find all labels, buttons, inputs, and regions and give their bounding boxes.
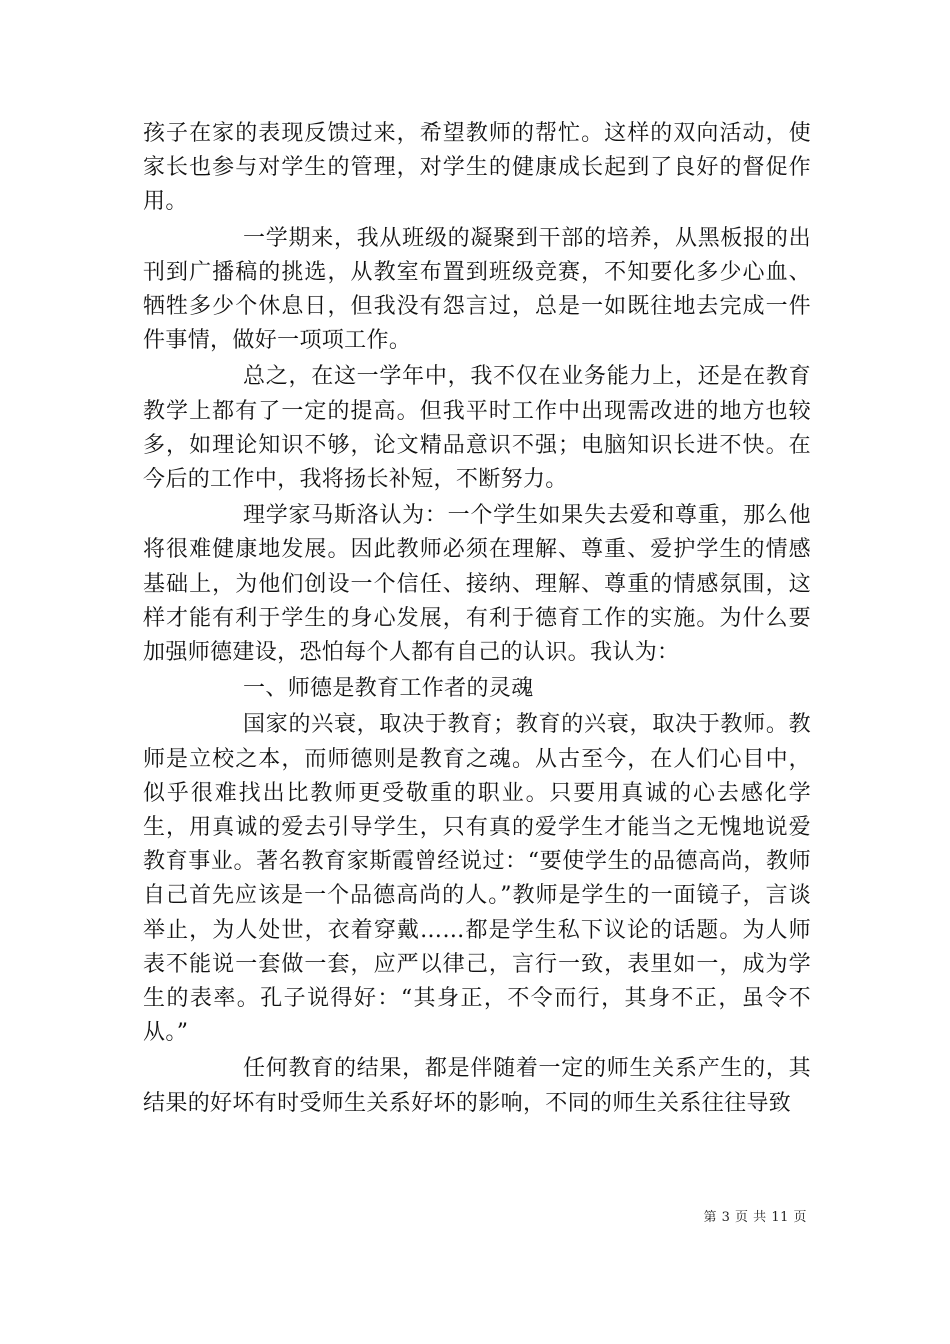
paragraph-5: 国家的兴衰，取决于教育；教育的兴衰，取决于教师。教师是立校之本，而师德则是教育之魂。从古至今，在人们心目中，似乎很难找出比教师更受敬重的职业。只要用真诚的心去感化学生，用真诚的爱去引导学生，只有真的爱学生才能当之无愧地说爱教育事业。著名教育家斯霞曾经说过：“要使学生的品德高尚，教师自己首先应该是一个品德高尚的人。”教师是学生的一面镜子，言谈举止，为人处世，衣着穿戴……都是学生私下议论的话题。为人师表不能说一套做一套，应严以律己，言行一致，表里如一，成为学生的表率。孔子说得好：“其身正，不令而行，其身不正，虽令不从。” (143, 712, 811, 1046)
section-heading: 一、师德是教育工作者的灵魂 (243, 676, 534, 702)
paragraph-2: 一学期来，我从班级的凝聚到干部的培养，从黑板报的出刊到广播稿的挑选，从教室布置到班级竞赛，不知要化多少心血、牺牲多少个休息日，但我没有怨言过，总是一如既往地去完成一件件事情，做好一项项工作。 (143, 225, 811, 354)
paragraph-6: 任何教育的结果，都是伴随着一定的师生关系产生的，其结果的好坏有时受师生关系好坏的影响，不同的师生关系往往导致 (143, 1056, 811, 1116)
document-body (143, 117, 811, 1121)
paragraph-4: 理学家马斯洛认为：一个学生如果失去爱和尊重，那么他将很难健康地发展。因此教师必须在理解、尊重、爱护学生的情感基础上，为他们创设一个信任、接纳、理解、尊重的情感氛围，这样才能有利于学生的身心发展，有利于德育工作的实施。为什么要加强师德建设，恐怕每个人都有自己的认识。我认为： (143, 503, 811, 666)
paragraph-1: 孩子在家的表现反馈过来，希望教师的帮忙。这样的双向活动，使家长也参与对学生的管理，对学生的健康成长起到了良好的督促作用。 (143, 121, 811, 215)
page-number-footer: 第 3 页 共 11 页 (703, 1210, 807, 1225)
paragraph-3: 总之，在这一学年中，我不仅在业务能力上，还是在教育教学上都有了一定的提高。但我平时工作中出现需改进的地方也较多，如理论知识不够，论文精品意识不强；电脑知识长进不快。在今后的工作中，我将扬长补短，不断努力。 (143, 364, 811, 493)
